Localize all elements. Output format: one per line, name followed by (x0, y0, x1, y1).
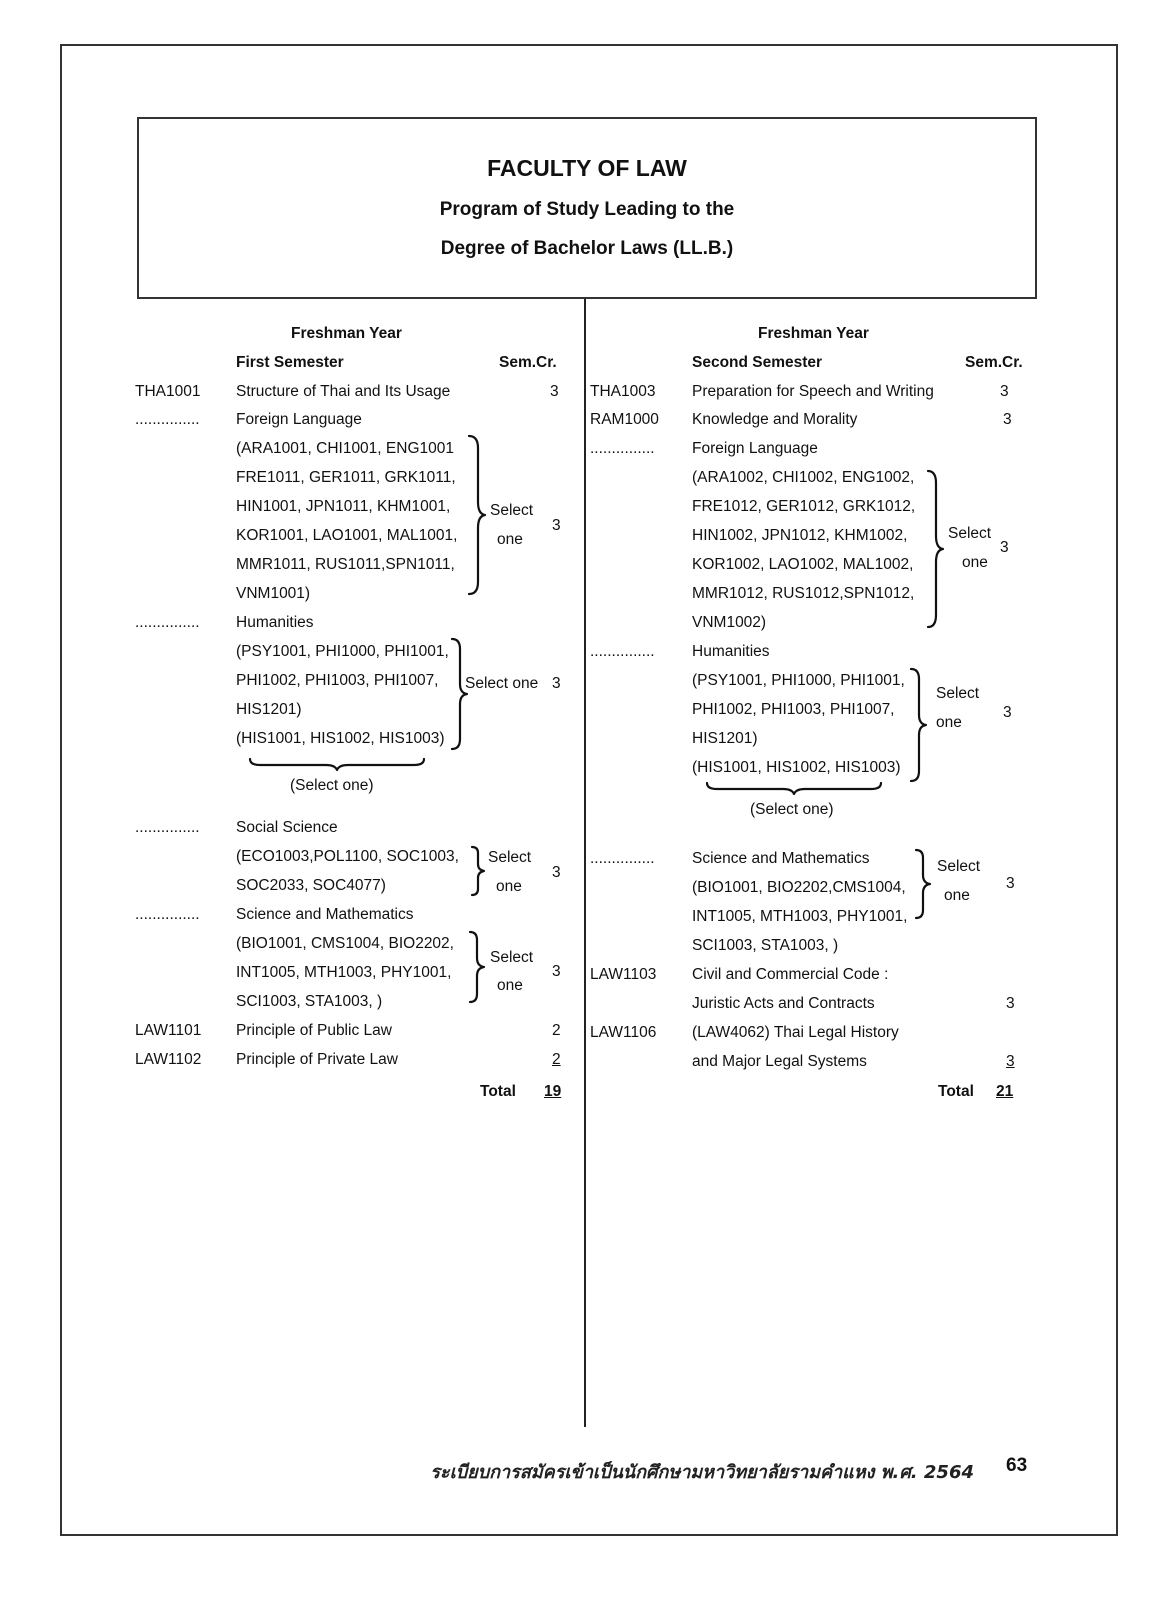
footer-regulation-text: ระเบียบการสมัครเข้าเป็นนักศึกษามหาวิทยาลัยรามคำแหง พ.ศ. 2564 (430, 1462, 974, 1483)
course-group-title: Science and Mathematics (692, 850, 870, 867)
course-group-title: Foreign Language (692, 440, 818, 457)
course-code: THA1003 (590, 383, 656, 400)
select-label: one (944, 887, 970, 904)
select-label: Select one (465, 675, 539, 692)
course-title: Knowledge and Morality (692, 411, 858, 428)
under-brace-icon (705, 780, 885, 796)
course-option-line: (ARA1002, CHI1002, ENG1002, (692, 469, 915, 486)
course-credit: 3 (1006, 1053, 1015, 1070)
course-option-line: (HIS1001, HIS1002, HIS1003) (692, 759, 901, 776)
course-credit: 3 (550, 383, 559, 400)
course-code: LAW1101 (135, 1022, 202, 1039)
course-option-line: PHI1002, PHI1003, PHI1007, (692, 701, 895, 718)
course-code: ............... (135, 819, 200, 836)
select-label: Select (488, 849, 532, 866)
credit-heading: Sem.Cr. (499, 354, 557, 371)
course-option-line: SCI1003, STA1003, ) (692, 937, 839, 954)
select-one-note: (Select one) (290, 777, 374, 794)
right-brace-icon (469, 845, 487, 897)
course-option-line: (ARA1001, CHI1001, ENG1001 (236, 440, 454, 457)
course-option-line: HIN1002, JPN1012, KHM1002, (692, 527, 908, 544)
course-option-line: VNM1002) (692, 614, 767, 631)
course-credit: 3 (552, 517, 561, 534)
year-heading: Freshman Year (758, 325, 869, 342)
select-label: one (962, 554, 988, 571)
year-heading: Freshman Year (291, 325, 402, 342)
course-credit: 2 (552, 1022, 561, 1039)
course-credit: 3 (1000, 383, 1009, 400)
select-label: Select (490, 502, 534, 519)
course-option-line: FRE1011, GER1011, GRK1011, (236, 469, 456, 486)
course-credit: 3 (1003, 411, 1012, 428)
right-brace-icon (913, 848, 933, 920)
course-title-line2: Juristic Acts and Contracts (692, 995, 875, 1012)
right-brace-icon (908, 667, 928, 783)
course-option-line: KOR1002, LAO1002, MAL1002, (692, 556, 914, 573)
course-credit: 2 (552, 1051, 561, 1068)
right-brace-icon (467, 930, 487, 1005)
total-credits: 21 (996, 1083, 1014, 1100)
course-title: Civil and Commercial Code : (692, 966, 889, 983)
course-option-line: SOC2033, SOC4077) (236, 877, 386, 894)
right-brace-icon (449, 637, 469, 751)
select-label: one (497, 531, 523, 548)
course-code: ............... (135, 411, 200, 428)
total-label: Total (480, 1083, 516, 1100)
course-option-line: HIS1201) (692, 730, 758, 747)
total-credits: 19 (544, 1083, 562, 1100)
select-one-note: (Select one) (750, 801, 834, 818)
course-group-title: Foreign Language (236, 411, 362, 428)
right-brace-icon (466, 434, 486, 596)
course-option-line: (ECO1003,POL1100, SOC1003, (236, 848, 459, 865)
under-brace-icon (248, 756, 428, 772)
course-credit: 3 (552, 675, 561, 692)
course-code: LAW1103 (590, 966, 657, 983)
course-option-line: SCI1003, STA1003, ) (236, 993, 383, 1010)
course-title-line2: and Major Legal Systems (692, 1053, 867, 1070)
select-label: one (936, 714, 962, 731)
total-label: Total (938, 1083, 974, 1100)
semester-heading: First Semester (236, 354, 344, 371)
course-option-line: FRE1012, GER1012, GRK1012, (692, 498, 916, 515)
title-box (137, 117, 1037, 299)
course-group-title: Science and Mathematics (236, 906, 414, 923)
course-code: LAW1106 (590, 1024, 657, 1041)
course-option-line: (PSY1001, PHI1000, PHI1001, (236, 643, 449, 660)
course-credit: 3 (552, 963, 561, 980)
course-option-line: INT1005, MTH1003, PHY1001, (236, 964, 452, 981)
page-number: 63 (1006, 1455, 1028, 1476)
course-option-line: (BIO1001, CMS1004, BIO2202, (236, 935, 454, 952)
course-code: ............... (590, 643, 655, 660)
course-title: Structure of Thai and Its Usage (236, 383, 451, 400)
course-code: ............... (135, 906, 200, 923)
select-label: one (496, 878, 522, 895)
course-group-title: Humanities (236, 614, 314, 631)
course-code: ............... (135, 614, 200, 631)
course-credit: 3 (552, 864, 561, 881)
course-credit: 3 (1000, 539, 1009, 556)
course-title: Principle of Public Law (236, 1022, 392, 1039)
course-option-line: MMR1011, RUS1011,SPN1011, (236, 556, 455, 573)
degree-subtitle: Degree of Bachelor Laws (LL.B.) (440, 238, 734, 259)
course-title: (LAW4062) Thai Legal History (692, 1024, 899, 1041)
course-code: ............... (590, 850, 655, 867)
select-label: one (497, 977, 523, 994)
select-label: Select (490, 949, 534, 966)
course-option-line: HIN1001, JPN1011, KHM1001, (236, 498, 451, 515)
course-option-line: INT1005, MTH1003, PHY1001, (692, 908, 908, 925)
course-group-title: Humanities (692, 643, 770, 660)
program-subtitle: Program of Study Leading to the (439, 199, 735, 220)
select-label: Select (937, 858, 981, 875)
select-label: Select (936, 685, 980, 702)
column-divider (584, 299, 586, 1427)
course-option-line: (BIO1001, BIO2202,CMS1004, (692, 879, 906, 896)
semester-heading: Second Semester (692, 354, 823, 371)
credit-heading: Sem.Cr. (965, 354, 1023, 371)
course-group-title: Social Science (236, 819, 338, 836)
course-option-line: VNM1001) (236, 585, 311, 602)
course-code: THA1001 (135, 383, 201, 400)
course-option-line: (PSY1001, PHI1000, PHI1001, (692, 672, 905, 689)
course-credit: 3 (1006, 995, 1015, 1012)
left-brace-icon (925, 469, 947, 629)
course-code: ............... (590, 440, 655, 457)
course-credit: 3 (1006, 875, 1015, 892)
course-code: RAM1000 (590, 411, 659, 428)
course-option-line: PHI1002, PHI1003, PHI1007, (236, 672, 439, 689)
faculty-title: FACULTY OF LAW (487, 155, 687, 181)
course-credit: 3 (1003, 704, 1012, 721)
course-option-line: KOR1001, LAO1001, MAL1001, (236, 527, 458, 544)
select-label: Select (948, 525, 992, 542)
course-title: Preparation for Speech and Writing (692, 383, 934, 400)
course-title: Principle of Private Law (236, 1051, 398, 1068)
course-option-line: MMR1012, RUS1012,SPN1012, (692, 585, 915, 602)
course-option-line: (HIS1001, HIS1002, HIS1003) (236, 730, 445, 747)
course-option-line: HIS1201) (236, 701, 302, 718)
course-code: LAW1102 (135, 1051, 202, 1068)
